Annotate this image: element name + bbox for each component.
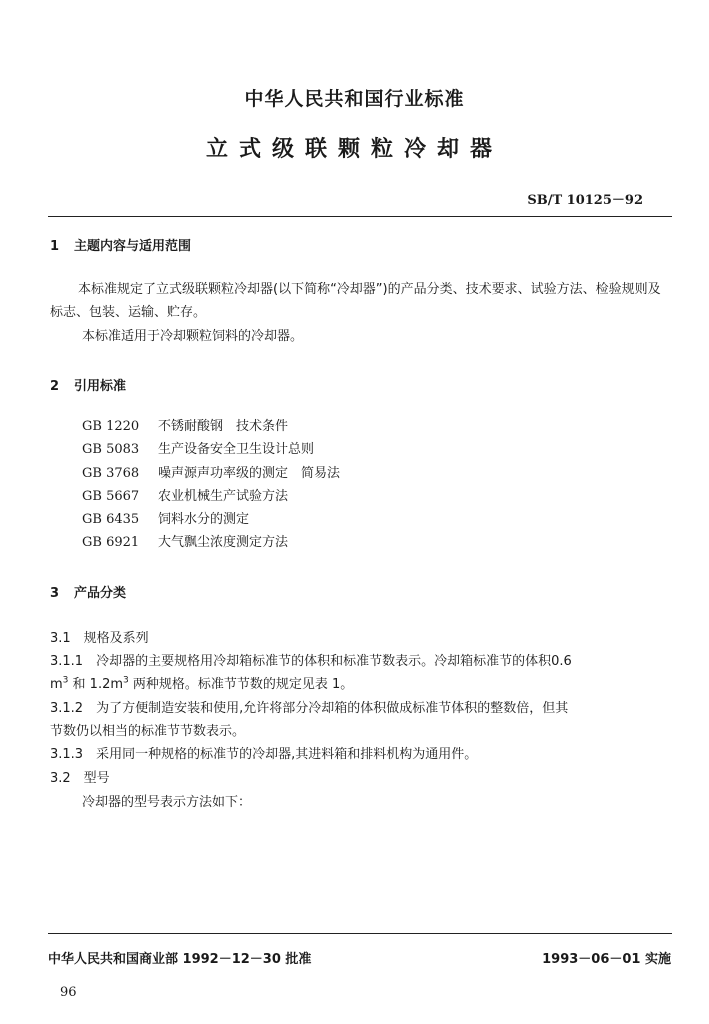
section-1-paragraph-1: 本标准规定了立式级联颗粒冷却器(以下简称“冷却器”)的产品分类、技术要求、试验方法、检验规则及标志、包装、运输、贮存。 [50,282,661,320]
clause-text: 两种规格。标准节节数的规定见表 1。 [128,677,354,692]
standard-category-title: 中华人民共和国行业标准 [244,88,465,110]
reference-title: 饲料水分的测定 [158,512,250,528]
section-title: 主题内容与适用范围 [74,239,192,254]
referenced-standards-list [82,415,340,555]
reference-code: GB 5083 [82,442,140,458]
reference-item [82,485,340,508]
footer-divider [48,933,672,934]
superscript: 3 [123,675,129,686]
approval-note: 中华人民共和国商业部 1992－12－30 批准 [48,952,312,967]
reference-title: 不锈耐酸钢 技术条件 [158,419,289,434]
standard-code: SB/T 10125－92 [527,193,643,208]
clause-3-1-2-line-2: 节数仍以相当的标准节节数表示。 [50,724,246,739]
reference-code: GB 6921 [82,535,140,551]
reference-code: GB 6435 [82,512,140,528]
clause-3-1-2-line-1: 3.1.2 为了方便制造安装和使用,允许将部分冷却箱的体积做成标准节体积的整数倍，但其 [50,701,569,716]
reference-title: 生产设备安全卫生设计总则 [158,442,315,458]
clause-3-2: 3.2 型号 [50,771,110,786]
reference-code: GB 5667 [82,488,140,504]
unit-text: 和 1.2m [68,677,124,692]
section-number: 1 [50,239,60,254]
reference-title: 噪声源声功率级的测定 简易法 [158,465,341,481]
section-1-heading [50,235,191,254]
clause-3-1-1-line-2 [50,673,353,692]
reference-item [82,531,340,554]
reference-item [82,415,340,438]
reference-title: 大气飘尘浓度测定方法 [158,535,289,551]
reference-title: 农业机械生产试验方法 [158,488,289,504]
reference-code: GB 3768 [82,465,140,481]
reference-code: GB 1220 [82,419,140,434]
unit-text: m [50,677,63,692]
clause-3-2-text: 冷却器的型号表示方法如下： [82,795,252,810]
superscript: 3 [62,675,69,686]
section-number: 3 [50,586,60,601]
section-2-heading [50,375,126,394]
header-divider [48,216,672,217]
reference-item [82,462,340,485]
section-title: 产品分类 [74,586,127,601]
section-3-heading [50,582,126,601]
section-1-paragraph-2: 本标准适用于冷却颗粒饲料的冷却器。 [82,329,304,344]
reference-item [82,508,340,531]
document-title: 立式级联颗粒冷却器 [205,137,503,162]
clause-3-1: 3.1 规格及系列 [50,631,149,646]
clause-3-1-3: 3.1.3 采用同一种规格的标准节的冷却器,其进料箱和排料机构为通用件。 [50,747,478,762]
clause-3-1-1-line-1: 3.1.1 冷却器的主要规格用冷却箱标准节的体积和标准节数表示。冷却箱标准节的体积0.6 [50,654,572,669]
page-number: 96 [60,985,77,1000]
section-number: 2 [50,379,60,394]
reference-item [82,438,340,461]
section-title: 引用标准 [74,379,127,394]
effective-date: 1993－06－01 实施 [542,952,671,967]
